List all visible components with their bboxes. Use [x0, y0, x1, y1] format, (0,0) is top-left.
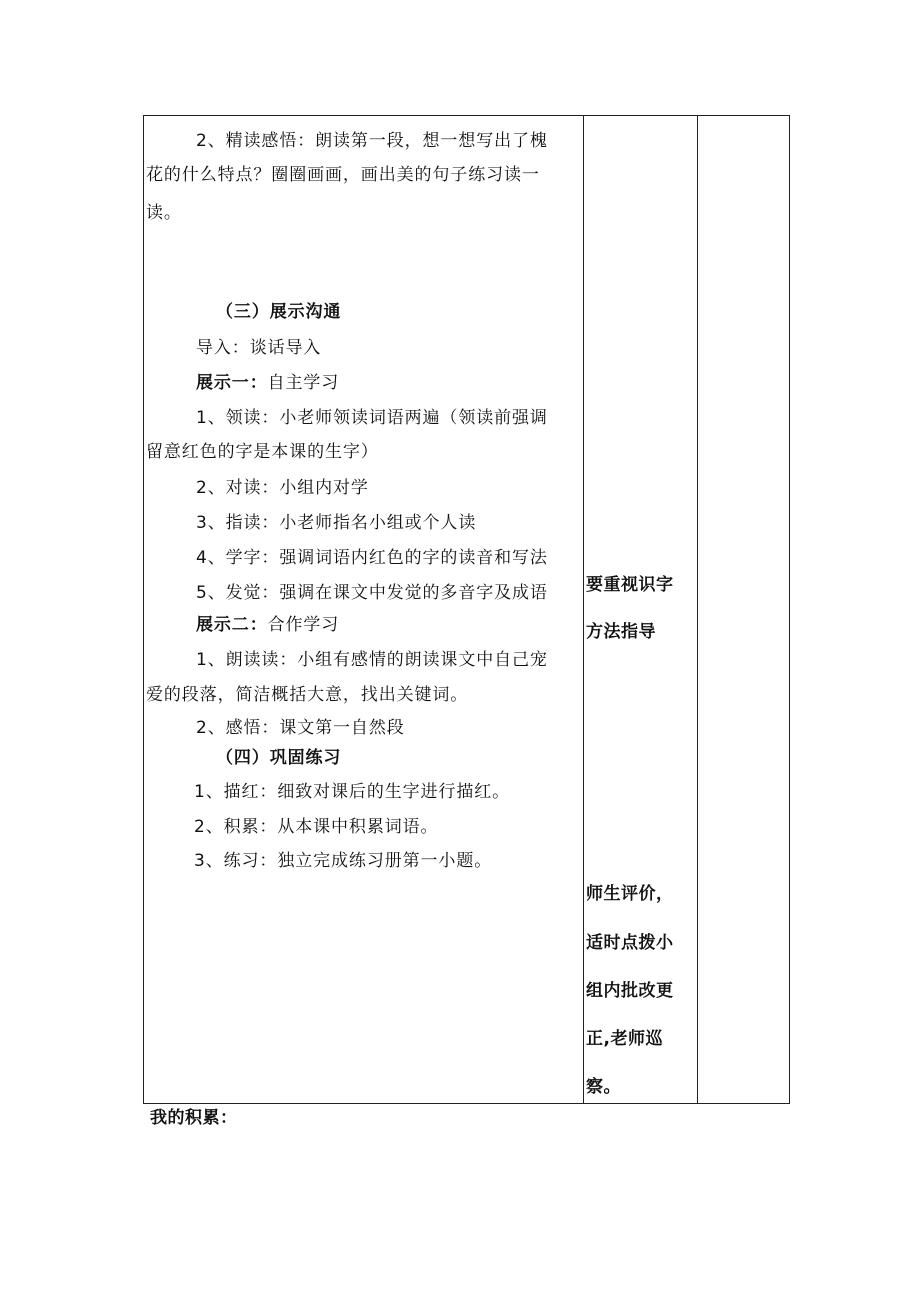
list-item: 2、积累：从本课中积累词语。 [194, 817, 439, 837]
column-divider [697, 116, 698, 1103]
show-two-label: 展示二： [196, 615, 268, 635]
list-item: 2、感悟：课文第一自然段 [196, 718, 405, 738]
show-two-text: 合作学习 [267, 615, 340, 635]
list-item: 3、指读：小老师指名小组或个人读 [196, 513, 477, 533]
list-item: 留意红色的字是本课的生字） [146, 442, 379, 462]
teaching-process-column [144, 116, 583, 1103]
paragraph-line: 花的什么特点？圈圈画画，画出美的句子练习读一 [146, 165, 540, 185]
note-line: 正,老师巡 [586, 1029, 663, 1049]
show-two-line [196, 614, 339, 636]
paragraph-line: 读。 [146, 203, 182, 223]
my-accumulation-label: 我的积累： [150, 1108, 238, 1128]
list-item: 1、描红：细致对课后的生字进行描红。 [194, 782, 511, 802]
list-item: 5、发觉：强调在课文中发觉的多音字及成语 [196, 583, 548, 603]
list-item: 爱的段落，简洁概括大意，找出关键词。 [146, 685, 469, 705]
show-one-line [196, 372, 339, 394]
paragraph-line: 2、精读感悟：朗读第一段，想一想写出了槐 [196, 131, 548, 151]
list-item: 1、领读：小老师领读词语两遍（领读前强调 [196, 408, 548, 428]
intro-line: 导入：谈话导入 [196, 338, 322, 358]
section-title: （四）巩固练习 [216, 748, 342, 768]
show-one-text: 自主学习 [267, 373, 340, 393]
note-line: 组内批改更 [586, 981, 674, 1001]
note-line: 师生评价， [586, 884, 674, 904]
note-line: 适时点拨小 [586, 933, 674, 953]
lesson-plan-table [143, 115, 790, 1104]
note-line: 方法指导 [586, 622, 656, 642]
section-title: （三）展示沟通 [216, 302, 342, 322]
show-one-label: 展示一： [196, 373, 268, 393]
notes-column [584, 116, 697, 1103]
list-item: 4、学字：强调词语内红色的字的读音和写法 [196, 548, 548, 568]
note-line: 要重视识字 [586, 575, 674, 595]
list-item: 3、练习：独立完成练习册第一小题。 [194, 851, 493, 871]
list-item: 1、朗读读：小组有感情的朗读课文中自己宠 [196, 650, 548, 670]
list-item: 2、对读：小组内对学 [196, 478, 369, 498]
note-line: 察。 [586, 1077, 621, 1097]
